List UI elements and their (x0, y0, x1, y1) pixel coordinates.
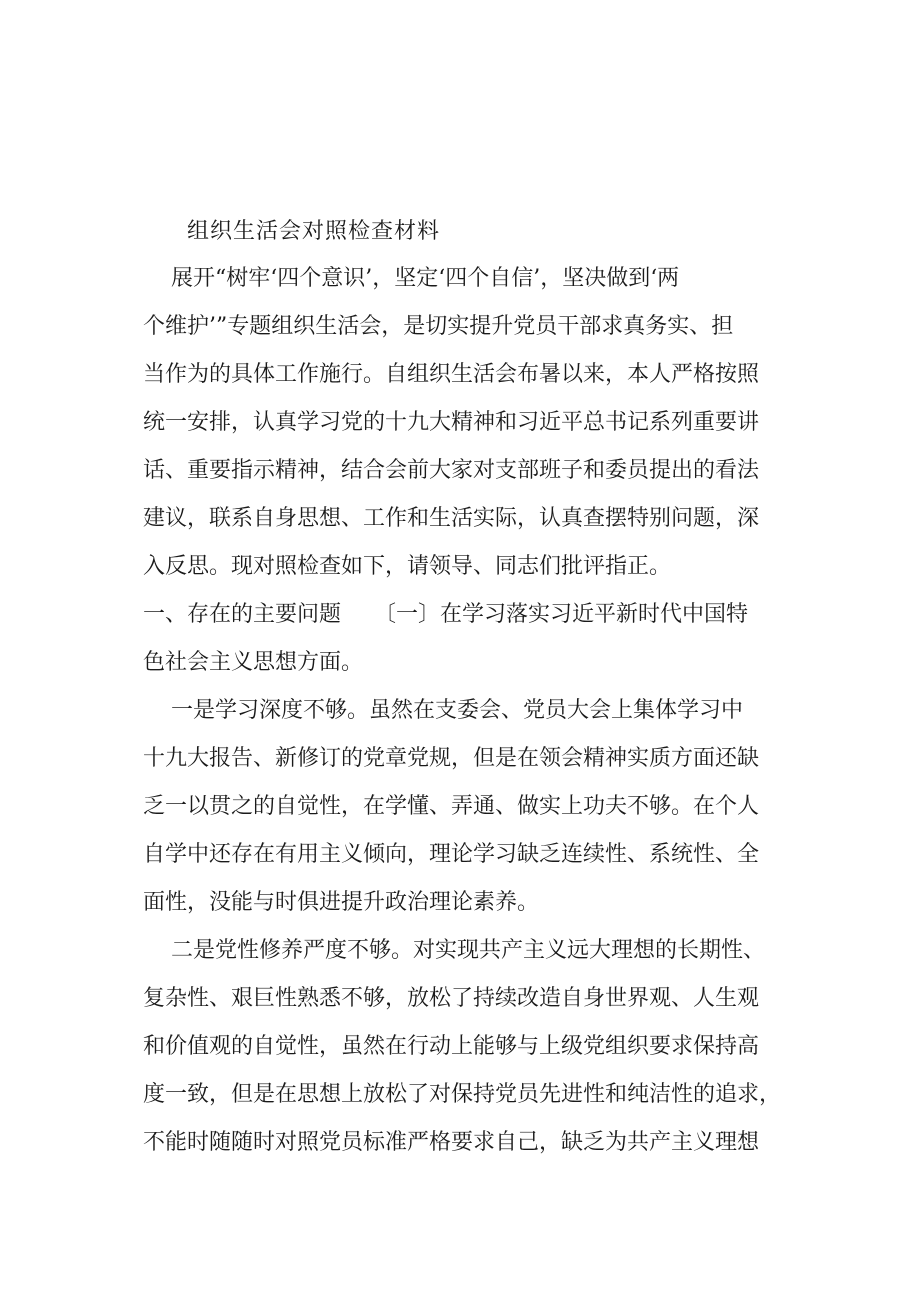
body-line: 统一安排，认真学习党的十九大精神和习近平总书记系列重要讲 (143, 410, 760, 435)
body-line: 个维护’”专题组织生活会，是切实提升党员干部求真务实、担 (143, 314, 734, 339)
body-line: 一、存在的主要问题 〔一〕在学习落实习近平新时代中国特 (143, 602, 749, 627)
body-line: 展开“树牢‘四个意识’，坚定‘四个自信’，坚决做到‘两 (143, 266, 680, 291)
body-line: 复杂性、艰巨性熟悉不够，放松了持续改造自身世界观、人生观 (143, 986, 760, 1011)
body-line: 自学中还存在有用主义倾向，理论学习缺乏连续性、系统性、全 (143, 842, 760, 867)
body-line: 一是学习深度不够。虽然在支委会、党员大会上集体学习中 (143, 698, 743, 723)
body-line: 和价值观的自觉性，虽然在行动上能够与上级党组织要求保持高 (143, 1034, 760, 1059)
body-line: 度一致，但是在思想上放松了对保持党员先进性和纯洁性的追求， (143, 1082, 782, 1107)
document-title: 组织生活会对照检查材料 (187, 219, 441, 244)
body-line: 面性，没能与时俱进提升政治理论素养。 (143, 890, 540, 915)
body-line: 不能时随随时对照党员标准严格要求自己，缺乏为共产主义理想 (143, 1130, 760, 1155)
body-line: 乏一以贯之的自觉性，在学懂、弄通、做实上功夫不够。在个人 (143, 794, 760, 819)
body-line: 二是党性修养严度不够。对实现共产主义远大理想的长期性、 (143, 938, 765, 963)
body-line: 十九大报告、新修订的党章党规，但是在领会精神实质方面还缺 (143, 746, 760, 771)
body-line: 入反思。现对照检查如下，请领导、同志们批评指正。 (143, 554, 672, 579)
body-line: 当作为的具体工作施行。自组织生活会布暑以来，本人严格按照 (143, 362, 760, 387)
body-line: 话、重要指示精神，结合会前大家对支部班子和委员提出的看法 (143, 458, 760, 483)
body-line: 建议，联系自身思想、工作和生活实际，认真查摆特别问题，深 (143, 506, 760, 531)
body-line: 色社会主义思想方面。 (143, 650, 364, 675)
